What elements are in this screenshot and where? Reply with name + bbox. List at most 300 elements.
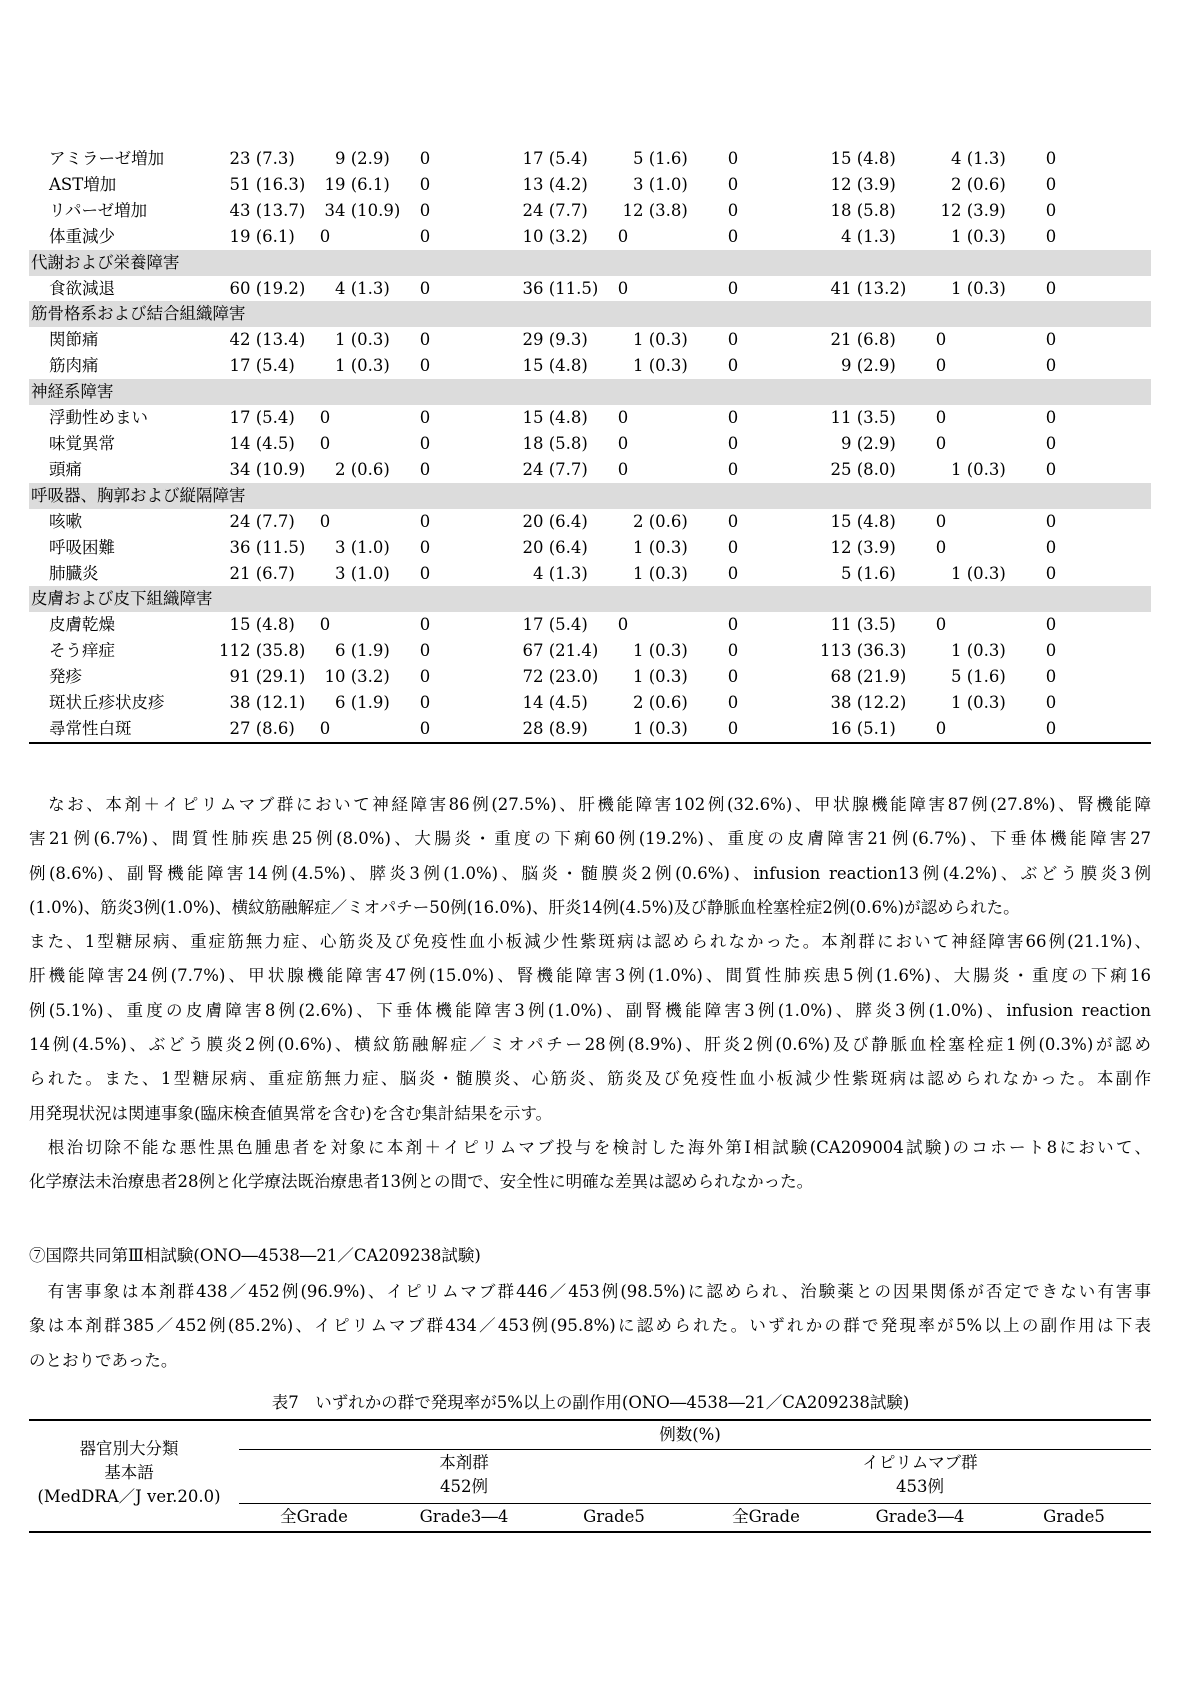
value-text: 0 [935,511,947,531]
value-cell [1040,457,1151,483]
value-cell [512,457,612,483]
value-cell [820,224,930,250]
value-cell [612,716,722,743]
value-text: 4 (1.3) [930,149,1006,168]
section-7-heading: ⑦国際共同第Ⅲ相試験(ONO―4538―21／CA209238試験) [29,1246,481,1265]
value-text: 0 [727,226,739,246]
value-cell [820,535,930,561]
value-text: 21 (6.8) [820,330,896,350]
value-cell [612,561,722,587]
value-cell [414,664,512,690]
value-text: 34 (10.9) [314,200,401,220]
value-cell [930,664,1040,690]
value-cell [820,431,930,457]
value-text: 0 [1045,718,1057,738]
value-text: 0 [419,174,431,194]
value-cell [930,638,1040,664]
value-cell [314,224,414,250]
value-text: 0 [1045,226,1057,246]
value-cell [1040,327,1151,353]
value-cell [512,146,612,172]
value-cell [414,146,512,172]
value-cell [722,690,820,716]
value-cell [930,224,1040,250]
grade-label: 全Grade [732,1507,800,1526]
term-cell: 呼吸困難 [49,537,115,557]
value-text: 0 [727,537,739,557]
value-cell [1040,353,1151,379]
value-cell [219,509,314,535]
term-cell: 頭痛 [49,459,82,479]
value-text: 0 [1045,330,1057,350]
value-text: 0 [727,615,739,635]
value-text: 0 [727,174,739,194]
value-cell [722,716,820,743]
text-line: 例(8.6%)、副腎機能障害14例(4.5%)、膵炎3例(1.0%)、脳炎・髄膜炎2例(0.6%)、infusion reaction13例(4.2%)、ぶどう膜炎3例 [29,863,1151,883]
value-text: 1 (0.3) [612,667,688,687]
value-cell [314,690,414,716]
term-cell: AST増加 [49,174,117,194]
value-text: 113 (36.3) [820,641,907,661]
value-cell [414,638,512,664]
value-cell [414,353,512,379]
value-text: 0 [319,615,331,635]
value-cell [930,535,1040,561]
category-label: 筋骨格系および結合組織障害 [29,301,1151,327]
value-cell [722,405,820,431]
table-row [29,431,1151,457]
value-text: 2 (0.6) [612,693,688,713]
value-cell [219,224,314,250]
grade-label: 全Grade [280,1507,348,1526]
value-text: 0 [419,200,431,220]
value-text: 67 (21.4) [512,641,599,661]
value-cell [722,638,820,664]
value-cell [314,431,414,457]
value-text: 0 [419,641,431,661]
value-text: 1 (0.3) [612,537,688,557]
term-cell: 浮動性めまい [49,408,148,428]
value-cell [314,353,414,379]
value-text: 0 [319,226,331,246]
value-text: 16 (5.1) [820,718,896,738]
value-cell [722,535,820,561]
value-cell [1040,716,1151,743]
value-text: 0 [1045,693,1057,713]
value-cell [512,561,612,587]
value-cell [612,327,722,353]
value-text: 0 [617,615,629,635]
group2-n: 453例 [896,1477,944,1496]
value-text: 1 (0.3) [930,641,1006,661]
value-text: 13 (4.2) [512,174,588,194]
value-cell [722,509,820,535]
value-text: 0 [419,226,431,246]
value-text: 36 (11.5) [512,278,599,298]
value-text: 3 (1.0) [314,563,390,583]
value-cell [612,612,722,638]
value-text: 21 (6.7) [219,563,295,583]
group2-name: イピリムマブ群 [862,1453,978,1472]
value-cell [219,405,314,431]
value-text: 0 [419,693,431,713]
value-cell [314,146,414,172]
value-cell [219,353,314,379]
category-label: 皮膚および皮下組織障害 [29,586,1151,612]
value-text: 1 (0.3) [930,226,1006,246]
value-text: 12 (3.8) [612,200,688,220]
paragraph-immune-related-events [29,788,1151,1200]
value-text: 15 (4.8) [219,615,295,635]
value-text: 0 [727,278,739,298]
value-cell [612,224,722,250]
value-cell [219,638,314,664]
value-cell [722,172,820,198]
value-text: 68 (21.9) [820,667,907,687]
category-row [29,301,1151,327]
value-text: 0 [419,511,431,531]
value-cell [219,457,314,483]
value-cell [314,612,414,638]
value-text: 0 [1045,356,1057,376]
text-line: (1.0%)、筋炎3例(1.0%)、横紋筋融解症／ミオパチー50例(16.0%)、肝炎14例(4.5%)及び静脈血栓塞栓症2例(0.6%)が認められた。 [29,897,1020,917]
value-text: 0 [419,433,431,453]
value-text: 27 (8.6) [219,718,295,738]
value-text: 1 (0.3) [612,356,688,376]
value-text: 5 (1.6) [612,149,688,168]
value-text: 0 [935,356,947,376]
value-cell [314,327,414,353]
value-text: 10 (3.2) [314,667,390,687]
value-cell [930,716,1040,743]
value-cell [219,146,314,172]
value-cell [820,561,930,587]
value-cell [820,509,930,535]
value-cell [722,327,820,353]
term-cell: 肺臓炎 [49,563,99,583]
grade-label: Grade3―4 [419,1507,509,1526]
value-text: 6 (1.9) [314,693,390,713]
value-cell [1040,276,1151,302]
value-text: 29 (9.3) [512,330,588,350]
value-cell [1040,431,1151,457]
value-cell [612,146,722,172]
value-cell [722,561,820,587]
value-cell [512,327,612,353]
value-text: 15 (4.8) [820,511,896,531]
value-text: 38 (12.1) [219,693,306,713]
value-cell [722,276,820,302]
value-cell [722,198,820,224]
table-row [29,509,1151,535]
value-text: 12 (3.9) [820,174,896,194]
value-cell [512,690,612,716]
value-cell [612,405,722,431]
value-cell [820,612,930,638]
value-cell [930,198,1040,224]
value-text: 9 (2.9) [820,356,896,376]
value-text: 0 [935,408,947,428]
value-cell [930,146,1040,172]
value-cell [820,716,930,743]
value-text: 0 [319,718,331,738]
value-cell [219,612,314,638]
value-cell [930,509,1040,535]
value-text: 25 (8.0) [820,459,896,479]
value-text: 20 (6.4) [512,511,588,531]
value-cell [512,353,612,379]
value-text: 0 [727,408,739,428]
value-cell [219,664,314,690]
text-line: 例(5.1%)、重度の皮膚障害8例(2.6%)、下垂体機能障害3例(1.0%)、副腎機能障害3例(1.0%)、膵炎3例(1.0%)、infusion reaction [29,1000,1151,1020]
value-text: 0 [419,149,431,168]
value-text: 0 [1045,408,1057,428]
value-cell [512,535,612,561]
value-text: 17 (5.4) [219,408,295,428]
term-cell: 発疹 [49,667,82,687]
value-text: 0 [1045,615,1057,635]
value-cell [612,638,722,664]
value-cell [219,198,314,224]
value-cell [512,172,612,198]
table-row [29,638,1151,664]
category-label: 神経系障害 [29,379,1151,405]
value-cell [820,146,930,172]
value-text: 72 (23.0) [512,667,599,687]
header-rule [239,1449,1151,1450]
value-cell [820,664,930,690]
value-cell [1040,224,1151,250]
value-cell [820,353,930,379]
value-text: 2 (0.6) [314,459,390,479]
value-text: 0 [727,511,739,531]
grade-label: Grade5 [1043,1507,1105,1526]
table-row [29,716,1151,743]
value-text: 2 (0.6) [612,511,688,531]
value-cell [820,405,930,431]
value-text: 1 (0.3) [612,330,688,350]
value-cell [820,690,930,716]
value-cell [820,172,930,198]
value-cell [930,327,1040,353]
term-cell: 食欲減退 [49,278,115,298]
value-text: 0 [935,615,947,635]
count-header: 例数(%) [659,1425,721,1444]
value-cell [930,276,1040,302]
value-text: 0 [935,433,947,453]
value-cell [722,224,820,250]
value-cell [512,276,612,302]
value-cell [414,612,512,638]
value-cell [1040,561,1151,587]
term-cell: 味覚異常 [49,433,115,453]
table-row [29,353,1151,379]
term-cell: 関節痛 [49,330,99,350]
text-line: 象は本剤群385／452例(85.2%)、イピリムマブ群434／453例(95.8%)に認められた。いずれかの群で発現率が5%以上の副作用は下表 [29,1316,1151,1336]
value-text: 0 [727,356,739,376]
table-row [29,224,1151,250]
value-cell [414,405,512,431]
value-cell [1040,612,1151,638]
value-cell [414,172,512,198]
value-text: 4 (1.3) [314,278,390,298]
value-cell [722,146,820,172]
value-text: 1 (0.3) [314,330,390,350]
value-cell [1040,638,1151,664]
table-row [29,457,1151,483]
table-row [29,327,1151,353]
value-text: 0 [727,563,739,583]
value-cell [219,690,314,716]
term-cell: アミラーゼ増加 [49,149,165,168]
value-text: 19 (6.1) [219,226,295,246]
term-cell: リパーゼ増加 [49,200,148,220]
value-text: 43 (13.7) [219,200,306,220]
value-text: 0 [617,408,629,428]
term-cell: 筋肉痛 [49,356,99,376]
value-text: 1 (0.3) [612,718,688,738]
term-cell: 咳嗽 [49,511,82,531]
table-row [29,405,1151,431]
value-cell [1040,146,1151,172]
value-text: 0 [727,667,739,687]
grade-label: Grade3―4 [875,1507,965,1526]
value-text: 0 [419,356,431,376]
value-text: 0 [419,408,431,428]
category-row [29,250,1151,276]
value-cell [820,198,930,224]
value-cell [512,664,612,690]
value-cell [930,353,1040,379]
table-row [29,690,1151,716]
value-text: 0 [727,641,739,661]
value-cell [314,638,414,664]
value-cell [612,664,722,690]
value-text: 0 [1045,278,1057,298]
value-text: 0 [419,459,431,479]
value-cell [512,638,612,664]
value-text: 0 [1045,667,1057,687]
value-text: 4 (1.3) [512,563,588,583]
value-text: 6 (1.9) [314,641,390,661]
value-cell [314,276,414,302]
value-text: 0 [1045,511,1057,531]
value-text: 5 (1.6) [820,563,896,583]
value-cell [314,535,414,561]
value-cell [612,690,722,716]
value-text: 0 [727,459,739,479]
value-text: 91 (29.1) [219,667,306,687]
text-line: 14例(4.5%)、ぶどう膜炎2例(0.6%)、横紋筋融解症／ミオパチー28例(8.9%)、肝炎2例(0.6%)及び静脈血栓塞栓症1例(0.3%)が認め [29,1035,1151,1055]
value-text: 0 [319,511,331,531]
value-cell [414,716,512,743]
value-text: 38 (12.2) [820,693,907,713]
value-text: 0 [727,149,739,168]
value-cell [219,327,314,353]
value-text: 2 (0.6) [930,174,1006,194]
paragraph-ca209238-adverse-events [29,1275,1151,1378]
group1-name: 本剤群 [439,1453,489,1472]
term-cell: 体重減少 [49,226,115,246]
value-cell [722,664,820,690]
value-text: 14 (4.5) [219,433,295,453]
value-text: 0 [1045,537,1057,557]
value-text: 0 [617,459,629,479]
value-text: 17 (5.4) [512,615,588,635]
value-cell [414,535,512,561]
value-text: 0 [617,278,629,298]
value-cell [219,172,314,198]
value-cell [414,690,512,716]
value-text: 20 (6.4) [512,537,588,557]
value-text: 4 (1.3) [820,226,896,246]
value-cell [1040,509,1151,535]
value-text: 17 (5.4) [219,356,295,376]
category-label: 代謝および栄養障害 [29,250,1151,276]
value-text: 112 (35.8) [219,641,306,661]
term-cell: 斑状丘疹状皮疹 [49,693,165,713]
value-text: 1 (0.3) [612,641,688,661]
value-text: 0 [727,693,739,713]
table-row [29,172,1151,198]
grade-label: Grade5 [583,1507,645,1526]
value-cell [219,716,314,743]
value-text: 0 [617,226,629,246]
value-cell [930,612,1040,638]
value-cell [820,327,930,353]
value-cell [930,457,1040,483]
value-cell [930,690,1040,716]
table-row [29,535,1151,561]
value-cell [612,431,722,457]
value-text: 0 [1045,200,1057,220]
value-text: 23 (7.3) [219,149,295,168]
value-text: 34 (10.9) [219,459,306,479]
value-text: 0 [727,433,739,453]
value-cell [1040,535,1151,561]
value-text: 51 (16.3) [219,174,306,194]
value-cell [314,198,414,224]
table-row [29,664,1151,690]
value-cell [820,276,930,302]
value-text: 0 [419,667,431,687]
value-cell [612,198,722,224]
value-cell [612,353,722,379]
value-cell [1040,690,1151,716]
value-text: 9 (2.9) [820,433,896,453]
value-text: 36 (11.5) [219,537,306,557]
value-text: 0 [1045,149,1057,168]
rowhead-meddra: (MedDRA／J ver.20.0) [37,1487,221,1506]
value-text: 3 (1.0) [612,174,688,194]
value-text: 0 [617,433,629,453]
value-cell [414,198,512,224]
value-text: 12 (3.9) [820,537,896,557]
value-text: 3 (1.0) [314,537,390,557]
text-line: 根治切除不能な悪性黒色腫患者を対象に本剤＋イピリムマブ投与を検討した海外第Ⅰ相試験(CA209004試験)のコホート8において、 [29,1137,1151,1157]
value-cell [1040,664,1151,690]
value-text: 15 (4.8) [512,408,588,428]
group1-n: 452例 [440,1477,488,1496]
value-text: 9 (2.9) [314,149,390,168]
category-row [29,586,1151,612]
value-text: 18 (5.8) [820,200,896,220]
value-cell [314,457,414,483]
value-text: 15 (4.8) [512,356,588,376]
category-label: 呼吸器、胸郭および縦隔障害 [29,483,1151,509]
value-text: 0 [727,200,739,220]
value-cell [930,431,1040,457]
